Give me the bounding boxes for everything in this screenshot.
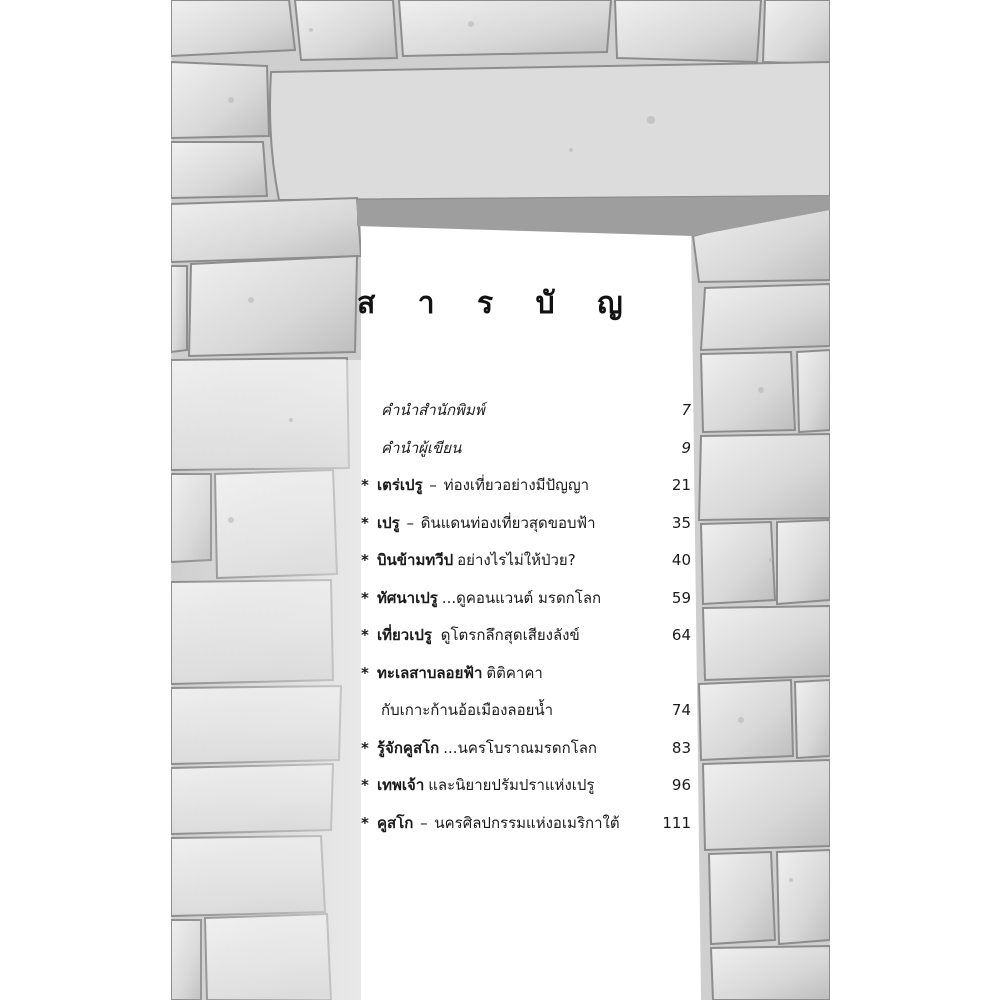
book-page — [171, 0, 830, 1000]
toc-entry-separator: – — [401, 513, 419, 532]
toc-entry-subtitle: อย่างไรไม่ให้ป่วย? — [457, 551, 576, 569]
toc-entry-title — [377, 623, 661, 647]
toc-entry-title — [377, 773, 661, 797]
toc-entry-title — [377, 436, 661, 460]
toc-entry — [361, 698, 691, 728]
toc-entry-title — [377, 736, 661, 760]
toc-entry-subtitle: ท่องเที่ยวอย่างมีปัญญา — [443, 476, 590, 494]
toc-entry — [361, 623, 691, 653]
toc-entry-subtitle: ดินแดนท่องเที่ยวสุดขอบฟ้า — [420, 513, 596, 532]
toc-page-number: 21 — [671, 476, 691, 494]
toc-entry-subtitle: ...ดูคอนแวนต์ มรดกโลก — [441, 588, 602, 607]
toc-entry-bold-title: เที่ยวเปรู — [377, 626, 432, 644]
toc-entry — [361, 473, 691, 503]
toc-page-number: 111 — [662, 813, 691, 832]
toc-entry-subtitle: และนิยายปรัมปราแห่งเปรู — [428, 776, 595, 794]
toc-bullet: * — [361, 551, 369, 569]
toc-entry-separator — [432, 626, 441, 644]
toc-bullet: * — [361, 813, 369, 832]
toc-page-number: 74 — [671, 701, 691, 719]
toc-entry-title — [377, 511, 661, 535]
toc-entry — [361, 398, 691, 428]
toc-entry-bold-title: บินข้ามทวีป — [377, 551, 454, 569]
toc-entry-title — [377, 661, 661, 685]
toc-title: ส า ร บั ญ — [357, 286, 639, 321]
toc-entry-subtitle: ติติคาคา — [486, 663, 543, 682]
toc-entry — [361, 811, 691, 841]
toc-entry-subtitle: ดูโตรกลึกสุดเสียงลังข์ — [440, 626, 580, 644]
toc-entry — [361, 548, 691, 578]
toc-entry-subtitle: คำนำผู้เขียน — [381, 438, 462, 457]
toc-entry-title — [377, 473, 661, 497]
toc-entry — [361, 736, 691, 766]
toc-page-number: 64 — [671, 626, 691, 644]
table-of-contents — [357, 260, 691, 920]
toc-entry-title — [377, 698, 661, 722]
toc-page-number: 35 — [671, 513, 691, 532]
toc-entry-title — [377, 811, 661, 835]
toc-entry — [361, 586, 691, 616]
toc-entry-bold-title: คูสโก — [377, 813, 414, 832]
toc-entry-bold-title: รู้จักคูสโก — [377, 738, 440, 757]
toc-entry — [361, 773, 691, 803]
toc-entry-title — [377, 398, 661, 422]
toc-entry — [361, 661, 691, 691]
toc-entry-separator: – — [424, 476, 442, 494]
toc-entry-title — [377, 548, 661, 572]
toc-bullet: * — [361, 588, 369, 607]
toc-entry-subtitle: ...นครโบราณมรดกโลก — [443, 738, 597, 757]
toc-bullet: * — [361, 738, 369, 757]
toc-entry-bold-title: เปรู — [377, 513, 400, 532]
toc-page-number: 83 — [671, 738, 691, 757]
toc-entry-bold-title: ทะเลสาบลอยฟ้า — [377, 663, 483, 682]
toc-bullet: * — [361, 626, 369, 644]
toc-bullet: * — [361, 776, 369, 794]
toc-page-number: 59 — [671, 588, 691, 607]
toc-bullet: * — [361, 663, 369, 682]
toc-entry — [361, 511, 691, 541]
toc-bullet: * — [361, 476, 369, 494]
toc-entry-bold-title: เตร่เปรู — [377, 476, 423, 494]
toc-entry-bold-title: ทัศนาเปรู — [377, 588, 438, 607]
toc-bullet: * — [361, 513, 369, 532]
toc-entry-bold-title: เทพเจ้า — [377, 776, 425, 794]
toc-entry-title — [377, 586, 661, 610]
toc-entry-subtitle: คำนำสำนักพิมพ์ — [381, 401, 485, 419]
toc-entry-subtitle: กับเกาะก้านอ้อเมืองลอยน้ำ — [381, 701, 554, 719]
toc-entry-separator: – — [415, 813, 433, 832]
toc-page-number: 7 — [681, 401, 691, 419]
toc-entry — [361, 436, 691, 466]
toc-page-number: 9 — [681, 438, 691, 457]
toc-page-number: 96 — [671, 776, 691, 794]
toc-page-number: 40 — [671, 551, 691, 569]
toc-entry-subtitle: นครศิลปกรรมแห่งอเมริกาใต้ — [434, 813, 620, 832]
